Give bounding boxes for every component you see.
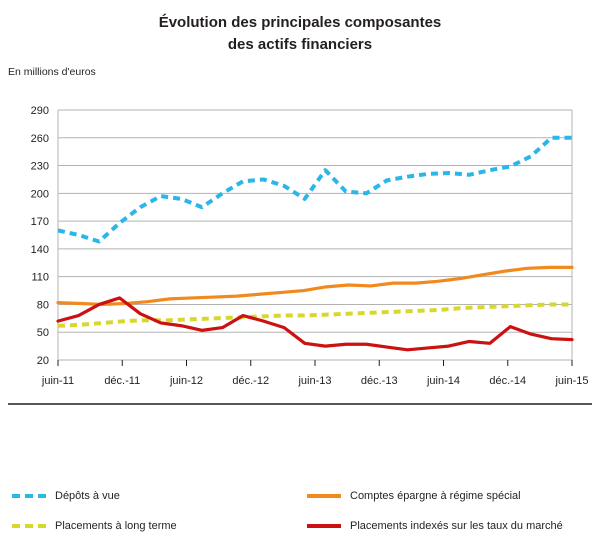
- legend-label: Comptes épargne à régime spécial: [350, 490, 521, 502]
- legend-item-placements-indexes: [307, 520, 563, 532]
- legend-swatch: [307, 494, 341, 498]
- series-line-2: [58, 304, 572, 325]
- y-tick-label: 140: [30, 243, 49, 256]
- x-tick-label: juin-13: [298, 375, 332, 387]
- legend-label: Placements indexés sur les taux du marché: [350, 520, 563, 532]
- x-tick-label: juin-14: [426, 375, 461, 387]
- legend-swatch: [12, 524, 46, 528]
- y-tick-label: 110: [31, 271, 49, 284]
- plot-area: [0, 96, 600, 446]
- chart-title: [0, 12, 600, 56]
- legend-item-comptes-epargne: [307, 490, 521, 502]
- y-tick-label: 80: [36, 299, 49, 312]
- legend-swatch: [307, 524, 341, 528]
- series-line-1: [58, 267, 572, 304]
- series-line-0: [58, 138, 572, 242]
- chart-legend: [0, 486, 600, 548]
- legend-item-placements-long-terme: [12, 520, 177, 532]
- x-tick-label: juin-15: [555, 375, 589, 387]
- x-tick-label: juin-12: [169, 375, 204, 387]
- legend-label: Placements à long terme: [55, 520, 177, 532]
- y-tick-label: 20: [36, 355, 49, 367]
- y-axis-unit-label: En millions d'euros: [8, 66, 96, 78]
- y-tick-label: 50: [36, 327, 49, 340]
- y-tick-label: 290: [30, 105, 49, 117]
- legend-swatch: [12, 494, 46, 498]
- plot-svg: [0, 96, 600, 446]
- legend-label: Dépôts à vue: [55, 490, 120, 502]
- x-tick-label: déc.-14: [489, 375, 527, 387]
- y-tick-label: 230: [30, 160, 49, 173]
- x-tick-label: déc.-12: [232, 375, 270, 387]
- y-tick-label: 170: [30, 216, 49, 229]
- legend-item-depots-a-vue: [12, 490, 120, 502]
- x-tick-label: déc.-11: [104, 375, 141, 387]
- y-tick-label: 260: [30, 132, 49, 145]
- y-tick-label: 200: [30, 188, 49, 201]
- x-tick-label: juin-11: [41, 375, 75, 387]
- chart-title-line-2: des actifs financiers: [227, 36, 373, 53]
- x-tick-label: déc.-13: [360, 375, 398, 387]
- chart-title-line-1: Évolution des principales composantes: [158, 14, 442, 31]
